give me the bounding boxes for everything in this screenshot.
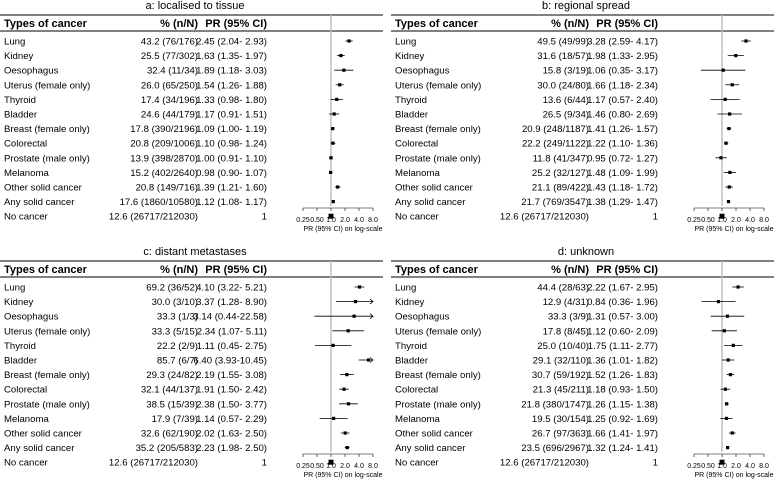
point-estimate xyxy=(727,200,730,203)
point-estimate xyxy=(737,285,740,288)
header-pr: PR (95% CI) xyxy=(205,18,267,30)
axis-label: PR (95% CI) on log-scale xyxy=(303,472,383,479)
point-estimate xyxy=(726,315,729,318)
point-estimate xyxy=(345,373,348,376)
row-pr: 1.75 (1.11- 2.77) xyxy=(587,340,658,352)
row-pr: 1.09 (1.00- 1.19) xyxy=(196,124,267,136)
row-label: Colorectal xyxy=(395,384,439,396)
tick-label: 1.0 xyxy=(717,217,727,224)
axis-label: PR (95% CI) on log-scale xyxy=(694,226,774,233)
point-estimate xyxy=(342,388,345,391)
row-pr: 1.89 (1.18- 3.03) xyxy=(196,65,267,77)
tick-label: 4.0 xyxy=(354,463,364,470)
row-pct: 15.2 (402/2640) xyxy=(130,167,198,179)
row-pct: 85.7 (6/7) xyxy=(156,355,198,367)
tick-label: 2.0 xyxy=(340,217,350,224)
row-pr: 2.38 (1.50- 3.77) xyxy=(196,399,267,411)
row-pr: 3.28 (2.59- 4.17) xyxy=(587,36,658,48)
row-label: Lung xyxy=(4,36,26,48)
row-pct: 22.2 (249/1122) xyxy=(521,138,589,150)
row-pr: 1 xyxy=(652,457,658,469)
row-pct: 12.6 (26717/212030) xyxy=(108,457,198,469)
row-pct: 17.8 (390/2196) xyxy=(130,124,198,136)
row-label: Other solid cancer xyxy=(395,428,473,440)
row-pct: 20.8 (149/716) xyxy=(135,182,198,194)
row-label: Any solid cancer xyxy=(395,197,466,209)
row-label: Any solid cancer xyxy=(4,197,75,209)
row-pr: 2.23 (1.98- 2.50) xyxy=(196,443,267,455)
panel-title: b: regional spread xyxy=(541,0,631,12)
tick-label: 8.0 xyxy=(759,463,769,470)
tick-label: 0.50 xyxy=(310,217,324,224)
point-estimate xyxy=(728,171,731,174)
point-estimate xyxy=(727,127,730,130)
row-label: Colorectal xyxy=(395,138,439,150)
row-pr: 1.12 (1.08- 1.17) xyxy=(196,197,267,209)
point-estimate xyxy=(731,83,734,86)
row-pct: 17.6 (1860/10580) xyxy=(119,197,198,209)
row-label: Any solid cancer xyxy=(395,443,466,455)
row-label: Breast (female only) xyxy=(4,370,90,382)
row-pct: 25.5 (77/302) xyxy=(140,51,198,63)
row-label: Breast (female only) xyxy=(395,124,481,136)
row-pct: 11.8 (41/347) xyxy=(532,153,589,165)
tick-label: 2.0 xyxy=(340,463,350,470)
row-pr: 3.14 (0.44-22.58) xyxy=(193,311,267,323)
row-pct: 13.6 (6/44) xyxy=(542,94,589,106)
row-pr: 2.45 (2.04- 2.93) xyxy=(196,36,267,48)
row-pct: 21.7 (769/3547) xyxy=(521,197,589,209)
row-pct: 25.2 (32/127) xyxy=(531,167,589,179)
row-pr: 2.22 (1.67- 2.95) xyxy=(587,282,658,294)
point-estimate xyxy=(723,329,726,332)
row-label: Melanoma xyxy=(395,413,440,425)
point-estimate xyxy=(358,285,361,288)
row-label: Bladder xyxy=(4,355,38,367)
row-label: Lung xyxy=(395,36,417,48)
panel-title: a: localised to tissue xyxy=(145,0,245,12)
forest-panel xyxy=(0,0,383,233)
point-estimate xyxy=(332,344,335,347)
row-label: Uterus (female only) xyxy=(4,80,91,92)
row-pct: 30.0 (24/80) xyxy=(537,80,589,92)
row-label: Breast (female only) xyxy=(4,124,90,136)
row-pct: 43.2 (76/176) xyxy=(140,36,198,48)
row-label: Thyroid xyxy=(4,94,36,106)
point-estimate xyxy=(717,300,720,303)
row-pr: 1.06 (0.35- 3.17) xyxy=(587,65,658,77)
row-pr: 1.26 (1.15- 1.38) xyxy=(587,399,658,411)
point-estimate xyxy=(728,112,731,115)
row-label: Melanoma xyxy=(395,167,440,179)
point-estimate xyxy=(331,142,334,145)
row-pct: 20.9 (248/1187) xyxy=(521,124,589,136)
row-pr: 1.11 (0.45- 2.75) xyxy=(196,340,267,352)
row-pct: 20.8 (209/1006) xyxy=(130,138,198,150)
row-pct: 23.5 (696/2967) xyxy=(521,443,589,455)
point-estimate xyxy=(719,156,722,159)
row-pct: 12.6 (26717/212030) xyxy=(499,211,589,223)
row-pr: 2.19 (1.55- 3.08) xyxy=(196,370,267,382)
row-label: Melanoma xyxy=(4,167,49,179)
row-pr: 3.37 (1.28- 8.90) xyxy=(196,297,267,309)
row-label: No cancer xyxy=(395,211,439,223)
row-pr: 1.98 (1.33- 2.95) xyxy=(587,51,658,63)
point-estimate xyxy=(726,446,729,449)
row-pct: 30.0 (3/10) xyxy=(151,297,198,309)
point-estimate xyxy=(329,156,332,159)
point-estimate xyxy=(332,200,335,203)
row-label: Other solid cancer xyxy=(4,182,82,194)
row-label: Thyroid xyxy=(4,340,36,352)
header-type: Types of cancer xyxy=(395,264,478,276)
row-pr: 1.25 (0.92- 1.69) xyxy=(587,413,658,425)
row-pr: 1.33 (0.98- 1.80) xyxy=(196,94,267,106)
row-label: Prostate (male only) xyxy=(395,399,481,411)
tick-label: 1.0 xyxy=(717,463,727,470)
header-pct: % (n/N) xyxy=(160,264,198,276)
row-pr: 1.39 (1.21- 1.60) xyxy=(196,182,267,194)
tick-label: 1.0 xyxy=(326,463,336,470)
row-pct: 17.4 (34/196) xyxy=(140,94,198,106)
row-pct: 15.8 (3/19) xyxy=(542,65,589,77)
forest-panel xyxy=(0,246,383,479)
row-pr: 1.48 (1.09- 1.99) xyxy=(587,167,658,179)
row-pr: 1.91 (1.50- 2.42) xyxy=(196,384,267,396)
row-pct: 21.3 (45/211) xyxy=(532,384,589,396)
row-label: Uterus (female only) xyxy=(395,326,482,338)
point-estimate xyxy=(732,344,735,347)
tick-label: 4.0 xyxy=(745,217,755,224)
row-label: Colorectal xyxy=(4,384,48,396)
header-pr: PR (95% CI) xyxy=(205,264,267,276)
row-pr: 1.46 (0.80- 2.69) xyxy=(587,109,658,121)
row-pct: 19.5 (30/154) xyxy=(531,413,589,425)
tick-label: 0.50 xyxy=(701,463,715,470)
row-pr: 1.18 (0.93- 1.50) xyxy=(587,384,658,396)
header-pr: PR (95% CI) xyxy=(596,264,658,276)
row-label: Breast (female only) xyxy=(395,370,481,382)
row-label: Oesophagus xyxy=(4,311,59,323)
row-pct: 12.9 (4/31) xyxy=(542,297,589,309)
point-estimate xyxy=(744,39,747,42)
row-pr: 6.40 (3.93-10.45) xyxy=(193,355,267,367)
row-pr: 0.84 (0.36- 1.96) xyxy=(587,297,658,309)
row-pct: 26.0 (65/250) xyxy=(140,80,198,92)
row-pr: 1.52 (1.26- 1.83) xyxy=(587,370,658,382)
row-pct: 17.8 (8/45) xyxy=(542,326,589,338)
row-pct: 32.1 (44/137) xyxy=(140,384,198,396)
row-pct: 33.3 (3/9) xyxy=(547,311,589,323)
forest-panel xyxy=(391,0,774,233)
row-pr: 2.02 (1.63- 2.50) xyxy=(196,428,267,440)
row-label: Prostate (male only) xyxy=(395,153,481,165)
header-type: Types of cancer xyxy=(4,18,87,30)
row-label: Bladder xyxy=(395,109,429,121)
row-pr: 1.66 (1.18- 2.34) xyxy=(587,80,658,92)
row-label: Kidney xyxy=(4,51,34,63)
row-label: No cancer xyxy=(4,211,48,223)
header-pct: % (n/N) xyxy=(551,18,589,30)
row-pr: 1.12 (0.60- 2.09) xyxy=(587,326,658,338)
tick-label: 4.0 xyxy=(354,217,364,224)
point-estimate xyxy=(734,54,737,57)
row-pct: 13.9 (398/2870) xyxy=(130,153,198,165)
point-estimate xyxy=(333,112,336,115)
row-pr: 1.22 (1.10- 1.36) xyxy=(587,138,658,150)
row-label: Uterus (female only) xyxy=(4,326,91,338)
row-pr: 2.34 (1.07- 5.11) xyxy=(196,326,267,338)
tick-label: 0.25 xyxy=(296,217,310,224)
row-label: Uterus (female only) xyxy=(395,80,482,92)
row-pct: 25.0 (10/40) xyxy=(537,340,589,352)
row-label: Bladder xyxy=(4,109,38,121)
header-pct: % (n/N) xyxy=(551,264,589,276)
row-pct: 32.4 (11/34) xyxy=(146,65,198,77)
row-pct: 22.2 (2/9) xyxy=(156,340,198,352)
tick-label: 0.25 xyxy=(687,463,701,470)
point-estimate xyxy=(724,388,727,391)
row-label: Prostate (male only) xyxy=(4,399,90,411)
row-label: Melanoma xyxy=(4,413,49,425)
point-estimate xyxy=(342,69,345,72)
row-label: Lung xyxy=(395,282,417,294)
point-estimate xyxy=(338,83,341,86)
row-label: Oesophagus xyxy=(4,65,59,77)
row-pr: 1 xyxy=(652,211,658,223)
tick-label: 0.50 xyxy=(701,217,715,224)
row-pr: 1.38 (1.29- 1.47) xyxy=(587,197,658,209)
point-estimate xyxy=(339,54,342,57)
row-label: No cancer xyxy=(4,457,48,469)
point-estimate xyxy=(335,98,338,101)
tick-label: 4.0 xyxy=(745,463,755,470)
panel-title: c: distant metastases xyxy=(143,246,247,258)
point-estimate xyxy=(725,402,728,405)
point-estimate xyxy=(731,431,734,434)
tick-label: 2.0 xyxy=(731,217,741,224)
point-estimate xyxy=(336,185,339,188)
point-estimate xyxy=(331,127,334,130)
point-estimate xyxy=(353,315,356,318)
tick-label: 0.25 xyxy=(687,217,701,224)
row-pct: 24.6 (44/179) xyxy=(140,109,198,121)
point-estimate xyxy=(367,358,370,361)
row-pct: 29.1 (32/110) xyxy=(532,355,589,367)
header-pr: PR (95% CI) xyxy=(596,18,658,30)
row-pr: 0.95 (0.72- 1.27) xyxy=(587,153,658,165)
row-label: Thyroid xyxy=(395,340,427,352)
tick-label: 8.0 xyxy=(759,217,769,224)
row-label: Any solid cancer xyxy=(4,443,75,455)
row-pct: 26.7 (97/363) xyxy=(531,428,589,440)
row-pct: 29.3 (24/82) xyxy=(146,370,198,382)
row-label: Kidney xyxy=(395,297,425,309)
point-estimate xyxy=(728,185,731,188)
row-pct: 69.2 (36/52) xyxy=(146,282,198,294)
point-estimate xyxy=(729,373,732,376)
axis-label: PR (95% CI) on log-scale xyxy=(694,472,774,479)
row-label: Prostate (male only) xyxy=(4,153,90,165)
header-type: Types of cancer xyxy=(395,18,478,30)
row-pct: 44.4 (28/63) xyxy=(537,282,589,294)
row-pct: 21.1 (89/422) xyxy=(531,182,589,194)
row-label: Other solid cancer xyxy=(4,428,82,440)
row-pr: 4.10 (3.22- 5.21) xyxy=(196,282,267,294)
row-pr: 1.41 (1.26- 1.57) xyxy=(587,124,658,136)
row-pct: 21.8 (380/1747) xyxy=(521,399,589,411)
row-pr: 1.14 (0.57- 2.29) xyxy=(196,413,267,425)
row-pr: 1.66 (1.41- 1.97) xyxy=(587,428,658,440)
row-label: Other solid cancer xyxy=(395,182,473,194)
row-label: Oesophagus xyxy=(395,65,450,77)
row-label: Lung xyxy=(4,282,26,294)
row-pct: 35.2 (205/583) xyxy=(135,443,198,455)
header-type: Types of cancer xyxy=(4,264,87,276)
row-label: Oesophagus xyxy=(395,311,450,323)
point-estimate xyxy=(724,142,727,145)
point-estimate xyxy=(347,402,350,405)
row-pct: 26.5 (9/34) xyxy=(542,109,589,121)
row-pr: 0.98 (0.90- 1.07) xyxy=(196,167,267,179)
row-pr: 1.54 (1.26- 1.88) xyxy=(196,80,267,92)
point-estimate xyxy=(347,39,350,42)
row-pr: 1.31 (0.57- 3.00) xyxy=(587,311,658,323)
row-pr: 1.17 (0.57- 2.40) xyxy=(587,94,658,106)
row-pct: 49.5 (49/99) xyxy=(537,36,589,48)
point-estimate xyxy=(722,69,725,72)
tick-label: 8.0 xyxy=(368,217,378,224)
header-pct: % (n/N) xyxy=(160,18,198,30)
row-pr: 1.43 (1.18- 1.72) xyxy=(587,182,658,194)
point-estimate xyxy=(724,98,727,101)
row-pr: 1.00 (0.91- 1.10) xyxy=(196,153,267,165)
row-pct: 33.3 (1/3) xyxy=(156,311,198,323)
row-pct: 12.6 (26717/212030) xyxy=(108,211,198,223)
tick-label: 1.0 xyxy=(326,217,336,224)
row-pct: 30.7 (59/192) xyxy=(531,370,589,382)
point-estimate xyxy=(727,358,730,361)
row-pct: 32.6 (62/190) xyxy=(140,428,198,440)
point-estimate xyxy=(354,300,357,303)
forest-panel xyxy=(391,246,774,479)
row-pct: 33.3 (5/15) xyxy=(151,326,198,338)
panel-title: d: unknown xyxy=(557,246,615,258)
point-estimate xyxy=(346,446,349,449)
row-pr: 1.17 (0.91- 1.51) xyxy=(196,109,267,121)
axis-label: PR (95% CI) on log-scale xyxy=(303,226,383,233)
row-pct: 38.5 (15/39) xyxy=(146,399,198,411)
row-pct: 31.6 (18/57) xyxy=(537,51,589,63)
row-label: Bladder xyxy=(395,355,429,367)
row-pr: 1.10 (0.98- 1.24) xyxy=(196,138,267,150)
row-label: Thyroid xyxy=(395,94,427,106)
row-pct: 17.9 (7/39) xyxy=(151,413,198,425)
row-pr: 1 xyxy=(261,457,267,469)
point-estimate xyxy=(344,431,347,434)
row-label: No cancer xyxy=(395,457,439,469)
row-pr: 1.36 (1.01- 1.82) xyxy=(587,355,658,367)
point-estimate xyxy=(725,417,728,420)
row-pct: 12.6 (26717/212030) xyxy=(499,457,589,469)
row-label: Colorectal xyxy=(4,138,48,150)
row-pr: 1 xyxy=(261,211,267,223)
row-label: Kidney xyxy=(395,51,425,63)
row-pr: 1.63 (1.35- 1.97) xyxy=(196,51,267,63)
row-pr: 1.32 (1.24- 1.41) xyxy=(587,443,658,455)
tick-label: 0.50 xyxy=(310,463,324,470)
point-estimate xyxy=(347,329,350,332)
tick-label: 8.0 xyxy=(368,463,378,470)
point-estimate xyxy=(329,171,332,174)
point-estimate xyxy=(332,417,335,420)
tick-label: 0.25 xyxy=(296,463,310,470)
row-label: Kidney xyxy=(4,297,34,309)
tick-label: 2.0 xyxy=(731,463,741,470)
